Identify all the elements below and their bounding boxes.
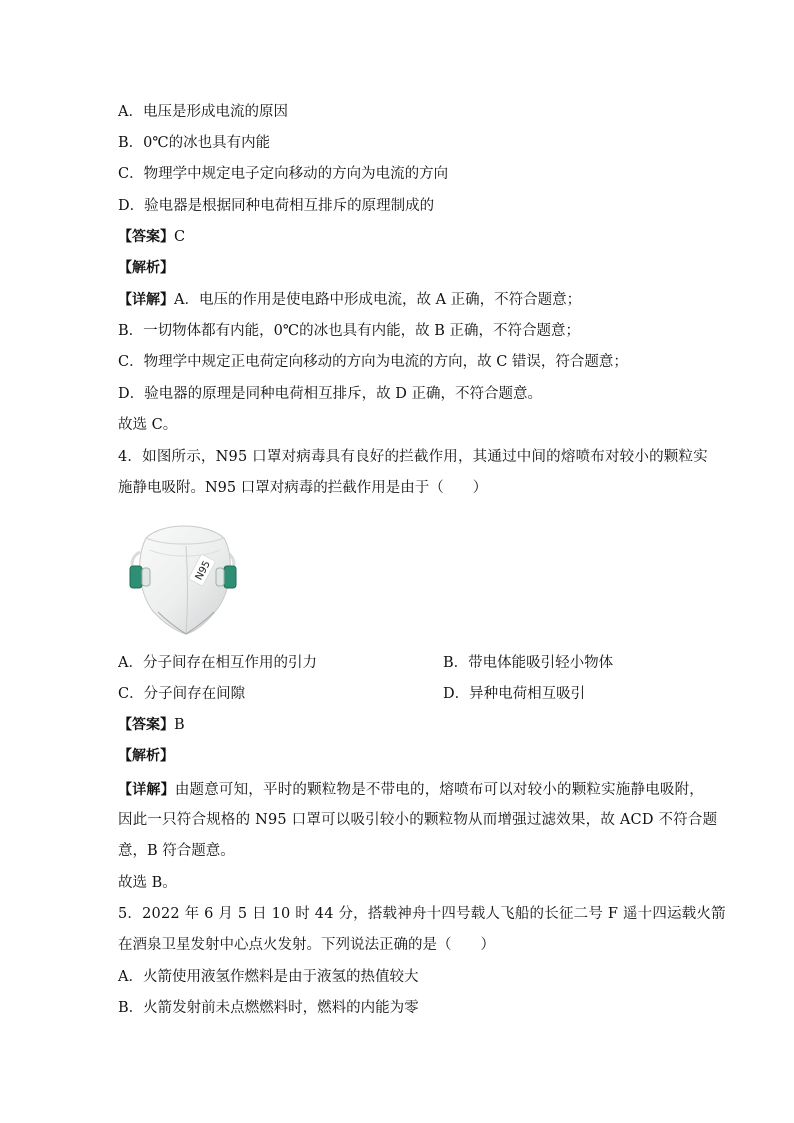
q3-detail-text-1: A．电压的作用是使电路中形成电流，故 A 正确，不符合题意； bbox=[174, 292, 582, 308]
q4-detail-line-1 bbox=[118, 780, 704, 800]
q3-analysis-tag bbox=[118, 258, 174, 278]
q3-option-d: D．验电器是根据同种电荷相互排斥的原理制成的 bbox=[118, 198, 435, 214]
q4-conclusion: 故选 B。 bbox=[118, 875, 177, 891]
q4-option-b: B．带电体能吸引轻小物体 bbox=[443, 655, 614, 671]
q5-stem-line-1: 5．2022 年 6 月 5 日 10 时 44 分，搭载神舟十四号载人飞船的长征二号 F 遥十四运载火箭 bbox=[118, 906, 726, 922]
q4-stem-line-2: 施静电吸附。N95 口罩对病毒的拦截作用是由于（ ） bbox=[118, 480, 488, 496]
q3-detail-line-1 bbox=[118, 290, 581, 310]
q4-option-c: C．分子间存在间隙 bbox=[118, 686, 246, 702]
q3-answer-value: C bbox=[174, 229, 186, 245]
q4-detail-line-3: 意，B 符合题意。 bbox=[118, 843, 235, 859]
q4-analysis-tag bbox=[118, 746, 174, 766]
q3-conclusion: 故选 C。 bbox=[118, 417, 178, 433]
q4-answer-value: B bbox=[174, 717, 185, 733]
q4-option-d: D．异种电荷相互吸引 bbox=[443, 686, 586, 702]
n95-mask-illustration bbox=[128, 516, 238, 640]
q3-detail-tag: 【详解】 bbox=[118, 292, 174, 308]
q3-answer-tag: 【答案】 bbox=[118, 229, 174, 245]
q3-option-b: B．0℃的冰也具有内能 bbox=[118, 135, 271, 151]
q4-answer-tag: 【答案】 bbox=[118, 717, 174, 733]
q3-analysis-label: 【解析】 bbox=[118, 260, 174, 276]
q5-stem-line-2: 在酒泉卫星发射中心点火发射。下列说法正确的是（ ） bbox=[118, 937, 495, 953]
q3-option-c: C．物理学中规定电子定向移动的方向为电流的方向 bbox=[118, 166, 449, 182]
q4-analysis-label: 【解析】 bbox=[118, 748, 174, 764]
q5-option-b: B．火箭发射前未点燃燃料时，燃料的内能为零 bbox=[118, 1000, 419, 1016]
q4-option-a: A．分子间存在相互作用的引力 bbox=[118, 655, 317, 671]
q3-option-a: A．电压是形成电流的原因 bbox=[118, 104, 288, 120]
q3-detail-line-3: C．物理学中规定正电荷定向移动的方向为电流的方向，故 C 错误，符合题意； bbox=[118, 354, 628, 370]
q5-option-a: A．火箭使用液氢作燃料是由于液氢的热值较大 bbox=[118, 969, 419, 985]
q3-detail-line-4: D．验电器的原理是同种电荷相互排斥，故 D 正确，不符合题意。 bbox=[118, 386, 542, 402]
q4-detail-text-1: 由题意可知，平时的颗粒物是不带电的，熔喷布可以对较小的颗粒实施静电吸附， bbox=[174, 782, 705, 798]
q4-detail-tag: 【详解】 bbox=[118, 782, 175, 798]
q4-answer-row bbox=[118, 715, 185, 735]
n95-mask-image bbox=[128, 516, 238, 640]
q4-detail-line-2: 因此一只符合规格的 N95 口罩可以吸引较小的颗粒物从而增强过滤效果，故 ACD 不符合题 bbox=[118, 812, 718, 828]
q3-answer-row bbox=[118, 227, 185, 247]
mask-n95-label: N95 bbox=[193, 559, 213, 583]
q4-stem-line-1: 4．如图所示，N95 口罩对病毒具有良好的拦截作用，其通过中间的熔喷布对较小的颗粒实 bbox=[118, 449, 708, 465]
q3-detail-line-2: B．一切物体都有内能，0℃的冰也具有内能，故 B 正确，不符合题意； bbox=[118, 323, 580, 339]
